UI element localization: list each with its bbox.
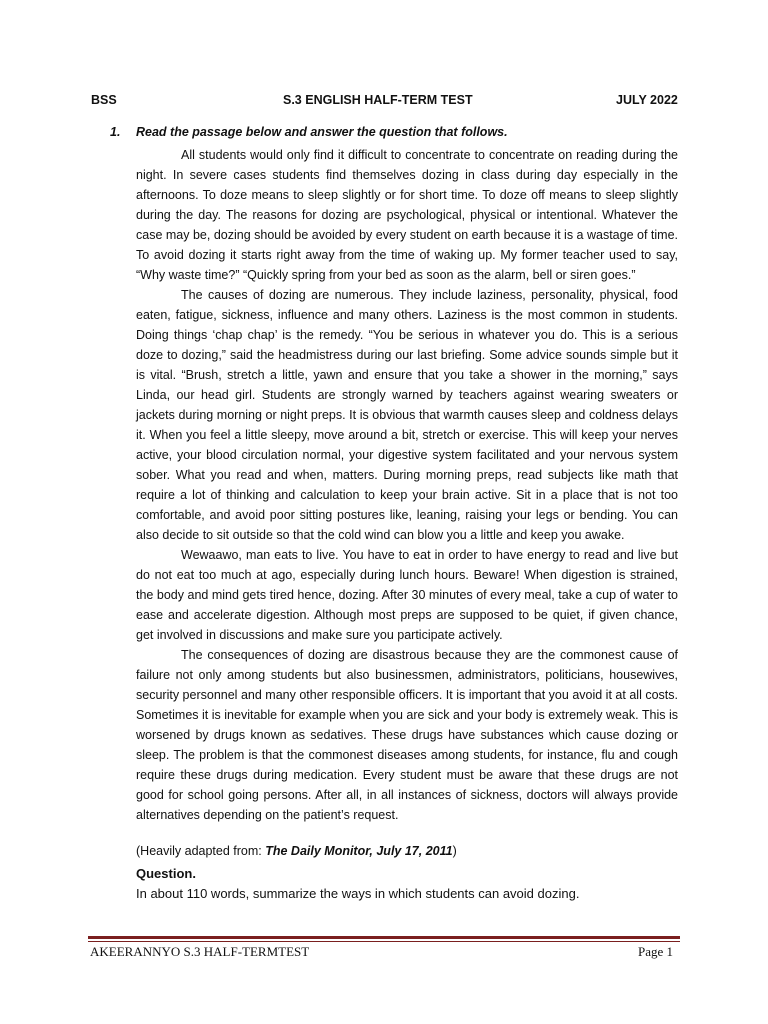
source-prefix: (Heavily adapted from:: [136, 844, 266, 858]
passage-paragraph-4: The consequences of dozing are disastrous because they are the commonest cause of failure not only among students but also businessmen, administrators, politicians, housewives, security personnel and many other responsible officers. It is important that you avoid it at all costs. Sometimes it is inevitable for example when you are sick and your body is extremely weak. This is worsened by drugs known as sedatives. These drugs have substances which cause dozing or sleep. The problem is that the commonest diseases among students, for instance, flu and cough require these drugs during medication. Every student must be aware that these drugs are not good for school going persons. After all, in all instances of sickness, doctors will always provide alternatives depending on the patient’s request.: [136, 648, 678, 822]
question-label: Question.: [136, 866, 196, 881]
passage-source: [136, 844, 457, 858]
passage-paragraph-2: The causes of dozing are numerous. They include laziness, personality, physical, food eaten, fatigue, sickness, influence and many others. Laziness is the most common in students. Doing things ‘chap chap’ is the remedy. “You be serious in whatever you do. This is a serious doze to dozing,” said the headmistress during our last briefing. Some advice sounds simple but it is vital. “Brush, stretch a little, yawn and ensure that you take a shower in the morning,” says Linda, our head girl. Students are strongly warned by teachers against wearing sweaters or jackets during morning or night preps. It is obvious that warmth causes sleep and coldness delays it. When you feel a little sleepy, move around a bit, stretch or exercise. This will keep your nerves active, your blood circulation normal, your digestive system facilitated and your nervous system sober. What you read and when, matters. During morning preps, read subjects like math that require a lot of thinking and calculation to keep your brain active. Sit in a place that is not too comfortable, and avoid poor sitting postures like, leaning, raising your legs or bending. You can also decide to sit outside so that the cold wind can blow you a little and keep you awake.: [136, 288, 678, 542]
test-date: JULY 2022: [616, 93, 678, 107]
question-instruction: Read the passage below and answer the question that follows.: [136, 125, 508, 139]
source-name: The Daily Monitor, July 17, 2011: [265, 844, 453, 858]
page-header: [0, 93, 768, 111]
footer-title: AKEERANNYO S.3 HALF-TERMTEST: [90, 944, 310, 959]
passage-paragraph-3: Wewaawo, man eats to live. You have to eat in order to have energy to read and live but do not eat too much at ago, especially during lunch hours. Beware! When digestion is strained, the body and mind gets tired hence, dozing. After 30 minutes of every meal, take a cup of water to ease and accelerate digestion. Although most preps are supposed to be quiet, if given chance, get involved in discussions and make sure you participate actively.: [136, 548, 678, 642]
school-name: BSS: [91, 93, 117, 107]
test-title: S.3 ENGLISH HALF-TERM TEST: [283, 93, 473, 107]
footer-rule-thick: [88, 936, 680, 939]
question-text: In about 110 words, summarize the ways in which students can avoid dozing.: [136, 886, 580, 901]
page-number: Page 1: [638, 944, 674, 959]
question-1-heading: [110, 125, 710, 139]
footer-rule-thin: [88, 941, 680, 942]
question-number: 1.: [110, 125, 121, 139]
passage: [136, 145, 678, 825]
passage-paragraph-1: All students would only find it difficult to concentrate to concentrate on reading during the night. In severe cases students find themselves dozing in class during day especially in the afternoons. To doze means to sleep slightly or for short time. To doze off means to sleep slightly during the day. The reasons for dozing are psychological, physical or intentional. Whatever the case may be, dozing should be avoided by every student on earth because it is a wastage of time. To avoid dozing it starts right away from the time of waking up. My former teacher used to say, “Why waste time?” “Quickly spring from your bed as soon as the alarm, bell or siren goes.”: [136, 148, 678, 282]
source-suffix: ): [452, 844, 457, 858]
